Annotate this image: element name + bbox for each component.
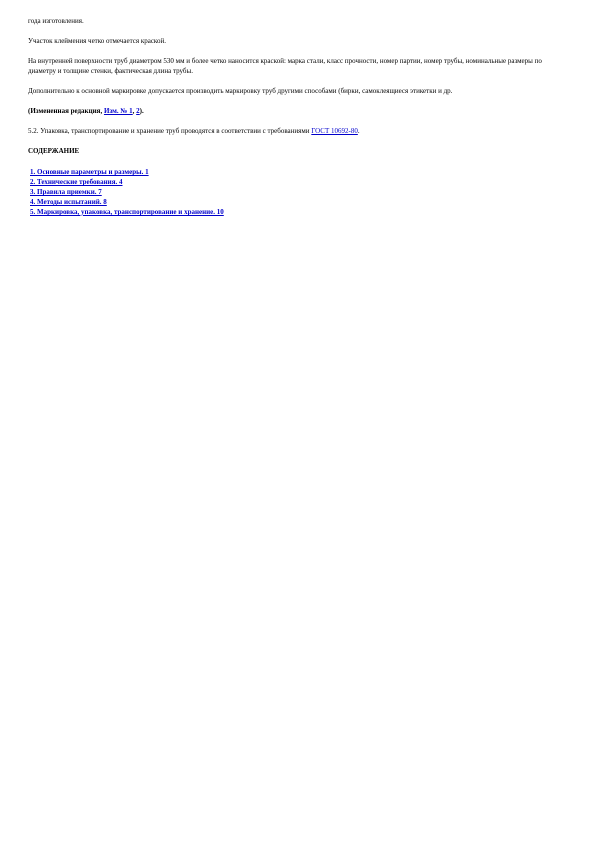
change-note-separator: , <box>132 107 137 115</box>
toc-item <box>30 197 568 207</box>
toc-link-section-3[interactable]: 3. Правила приемки. 7 <box>30 188 102 196</box>
paragraph-year-of-manufacture: года изготовления. <box>28 17 84 25</box>
paragraph-additional-marking: Дополнительно к основной маркировке допускается производить маркировку труб другими способами (бирки, самоклеящиеся этикетки и др. <box>28 87 453 95</box>
change-note-suffix: ). <box>139 107 144 115</box>
amendment-1-link[interactable]: Изм. № 1 <box>103 107 133 115</box>
toc-item <box>30 187 568 197</box>
toc-item <box>30 177 568 187</box>
toc-item <box>30 167 568 177</box>
section-5-2-suffix: . <box>357 127 360 135</box>
paragraph-inner-surface-marking: На внутренней поверхности труб диаметром 530 мм и более четко наносится краской: марка стали, класс прочности, номер партии, номер трубы, номинальные размеры по диаметру и толщине стенки, фактическая длина трубы. <box>28 57 542 75</box>
section-5-2 <box>28 126 568 136</box>
table-of-contents <box>28 167 568 217</box>
toc-title: СОДЕРЖАНИЕ <box>28 147 80 155</box>
toc-link-section-4[interactable]: 4. Методы испытаний. 8 <box>30 198 107 206</box>
section-5-2-text: 5.2. Упаковка, транспортирование и хранение труб проводятся в соответствии с требованиями <box>28 127 312 135</box>
amendment-2-link[interactable]: 2 <box>136 107 140 115</box>
toc-link-section-2[interactable]: 2. Технические требования. 4 <box>30 178 123 186</box>
document-page <box>28 16 568 217</box>
paragraph-marking-area: Участок клеймения четко отмечается краской. <box>28 37 166 45</box>
toc-link-section-1[interactable]: 1. Основные параметры и размеры. 1 <box>30 168 149 176</box>
gost-10692-80-link[interactable]: ГОСТ 10692-80 <box>311 127 358 135</box>
change-note-prefix: (Измененная редакция, <box>28 107 104 115</box>
toc-item <box>30 207 568 217</box>
toc-link-section-5[interactable]: 5. Маркировка, упаковка, транспортирование и хранение. 10 <box>30 208 224 216</box>
change-note <box>28 106 568 116</box>
